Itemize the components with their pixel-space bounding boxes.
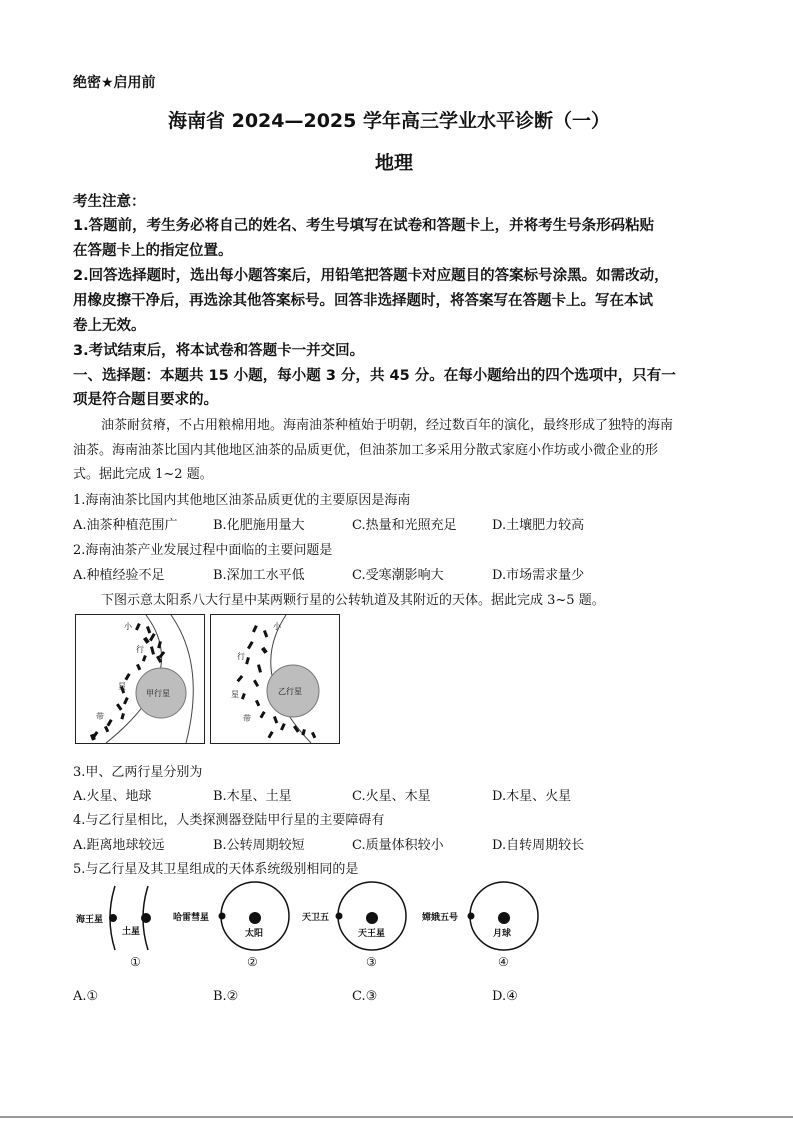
q5-figure-3 (302, 882, 406, 969)
q5-fig4-label-2: 月球 (493, 929, 512, 939)
passage1-line3: 式。据此完成 1~2 题。 (73, 467, 213, 482)
passage1-line2: 油茶。海南油茶比国内其他地区油茶的品质更优，但油茶加工多采用分散式家庭小作坊或小微企业的形 (73, 443, 659, 458)
q5-fig2-label-2: 太阳 (245, 929, 264, 939)
subject-title: 地理 (375, 152, 414, 174)
belt-label-left-3: 星 (118, 682, 126, 691)
q4-option-b: B.公转周期较短 (213, 838, 305, 853)
notice-item1-line2: 在答题卡上的指定位置。 (73, 243, 233, 259)
q3-option-d: D.木星、火星 (492, 789, 572, 804)
notice-item2-line3: 卷上无效。 (73, 318, 146, 334)
page-bottom-divider (0, 1116, 793, 1118)
q4-option-c: C.质量体积较小 (352, 838, 444, 853)
page-title: 海南省 2024—2025 学年高三学业水平诊断（一） (168, 110, 610, 132)
q3-option-b: B.木星、土星 (213, 789, 292, 804)
q1-option-a: A.油茶种植范围广 (73, 518, 178, 533)
figure-left-diagram (76, 615, 204, 743)
q3-option-c: C.火星、木星 (352, 789, 431, 804)
notice-heading: 考生注意： (73, 194, 146, 210)
q4-option-d: D.自转周期较长 (492, 838, 585, 853)
section1-line1: 一、选择题：本题共 15 小题，每小题 3 分，共 45 分。在每小题给出的四个选项中，只有一 (73, 368, 676, 384)
q5-stem: 5.与乙行星及其卫星组成的天体系统级别相同的是 (73, 862, 359, 877)
secret-label: 绝密★启用前 (73, 75, 156, 91)
figure-right-panel (210, 614, 340, 744)
section1-line2: 项是符合题目要求的。 (73, 392, 218, 408)
q5-option-d: D.④ (492, 989, 518, 1004)
q5-fig2-label-1: 哈雷彗星 (173, 913, 210, 923)
q1-option-c: C.热量和光照充足 (352, 518, 457, 533)
belt-label-right-3: 星 (231, 690, 239, 699)
q2-option-c: C.受寒潮影响大 (352, 568, 444, 583)
q1-option-d: D.土壤肥力较高 (492, 518, 585, 533)
belt-label-right-4: 带 (243, 714, 251, 723)
q5-option-b: B.② (213, 989, 239, 1004)
belt-label-right-1: 小 (273, 622, 281, 631)
q5-fig4-num: ④ (498, 955, 509, 969)
planet-yi-label: 乙行星 (278, 687, 302, 696)
passage2: 下图示意太阳系八大行星中某两颗行星的公转轨道及其附近的天体。据此完成 3~5 题。 (101, 593, 605, 608)
q5-figure-2 (173, 882, 289, 969)
q5-fig3-label-1: 天卫五 (302, 913, 330, 923)
q5-option-a: A.① (73, 989, 99, 1004)
planet-jia-label: 甲行星 (146, 689, 170, 698)
notice-item1-line1: 1.答题前，考生务必将自己的姓名、考生号填写在试卷和答题卡上，并将考生号条形码粘贴 (73, 218, 655, 234)
q2-stem: 2.海南油茶产业发展过程中面临的主要问题是 (73, 543, 333, 558)
q4-option-a: A.距离地球较远 (73, 838, 165, 853)
belt-label-left-1: 小 (124, 622, 132, 631)
q5-option-c: C.③ (352, 989, 378, 1004)
q3-option-a: A.火星、地球 (73, 789, 152, 804)
q5-fig3-label-2: 天王星 (358, 929, 386, 939)
q1-stem: 1.海南油茶比国内其他地区油茶品质更优的主要原因是海南 (73, 493, 411, 508)
q5-figures (70, 878, 720, 973)
q5-fig3-num: ③ (366, 955, 377, 969)
belt-label-right-2: 行 (237, 652, 245, 661)
notice-item2-line2: 用橡皮擦干净后，再选涂其他答案标号。回答非选择题时，将答案写在答题卡上。写在本试 (73, 293, 653, 309)
q2-option-a: A.种植经验不足 (73, 568, 165, 583)
figure-left-panel (75, 614, 205, 744)
q5-fig2-num: ② (247, 955, 258, 969)
q2-option-b: B.深加工水平低 (213, 568, 305, 583)
q5-figure-4 (421, 882, 538, 969)
q5-fig1-label-2: 土星 (122, 927, 141, 937)
q5-fig1-label-1: 海王星 (76, 915, 104, 925)
belt-label-left-4: 带 (96, 712, 104, 721)
belt-label-left-2: 行 (136, 645, 144, 654)
passage1-line1: 油茶耐贫瘠，不占用粮棉用地。海南油茶种植始于明朝，经过数百年的演化，最终形成了独特的海南 (101, 418, 674, 433)
q5-fig4-label-1: 嫦娥五号 (422, 913, 459, 923)
figure-right-diagram (211, 615, 339, 743)
q5-fig1-num: ① (130, 955, 141, 969)
q2-option-d: D.市场需求量少 (492, 568, 585, 583)
q5-figure-1 (76, 886, 151, 969)
q1-option-b: B.化肥施用量大 (213, 518, 305, 533)
notice-item2-line1: 2.回答选择题时，选出每小题答案后，用铅笔把答题卡对应题目的答案标号涂黑。如需改动， (73, 268, 669, 284)
notice-item3: 3.考试结束后，将本试卷和答题卡一并交回。 (73, 343, 365, 359)
q4-stem: 4.与乙行星相比，人类探测器登陆甲行星的主要障碍有 (73, 813, 385, 828)
q3-stem: 3.甲、乙两行星分别为 (73, 765, 203, 780)
